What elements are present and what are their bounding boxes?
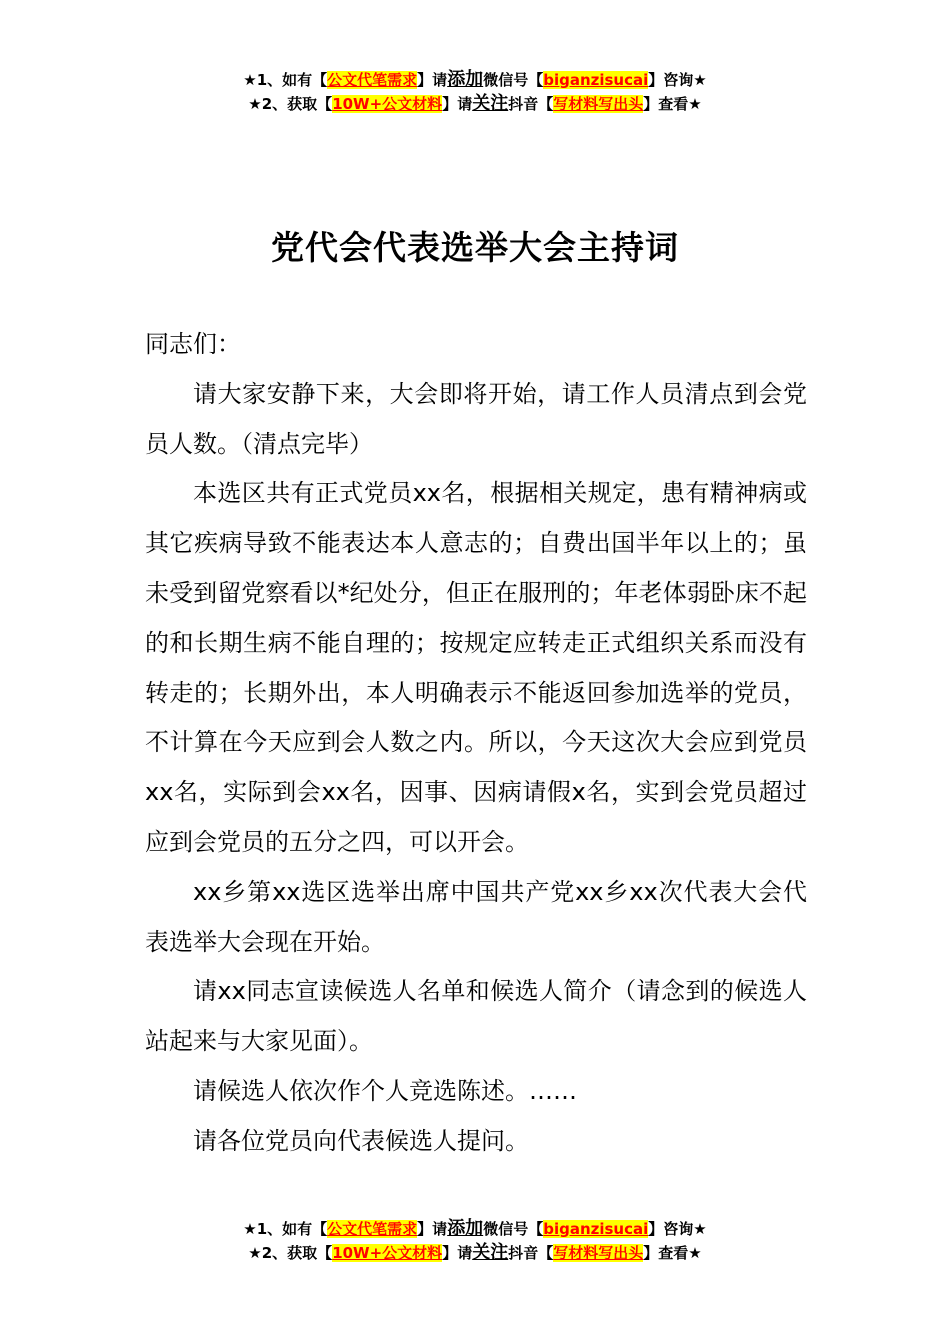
footer-banner — [0, 1217, 950, 1265]
banner-emphasis: 关注 — [472, 93, 509, 114]
document-title: 党代会代表选举大会主持词 — [271, 228, 679, 267]
document-body — [145, 320, 807, 1167]
banner-text: ★2、获取【 — [248, 1244, 333, 1262]
banner-text: 抖音【 — [508, 95, 554, 113]
paragraph: 请各位党员向代表候选人提问。 — [193, 1126, 529, 1155]
banner-text: 】请 — [417, 1220, 448, 1238]
banner-line-2 — [0, 1241, 950, 1265]
banner-text: 抖音【 — [508, 1244, 554, 1262]
banner-text: 】请 — [442, 95, 473, 113]
banner-line-2 — [0, 92, 950, 116]
banner-highlight: 公文代笔需求 — [327, 71, 418, 89]
banner-text: 微信号【 — [483, 1220, 544, 1238]
paragraph: 请候选人依次作个人竞选陈述。…… — [193, 1076, 577, 1105]
banner-text: ★2、获取【 — [248, 95, 333, 113]
salutation: 同志们： — [145, 330, 241, 358]
banner-emphasis: 添加 — [447, 1218, 484, 1239]
header-banner — [0, 68, 950, 116]
paragraph: 请xx同志宣读候选人名单和候选人简介（请念到的候选人站起来与大家见面）。 — [145, 977, 807, 1056]
banner-emphasis: 添加 — [447, 69, 484, 90]
banner-text: 】查看★ — [643, 95, 702, 113]
paragraph: xx乡第xx选区选举出席中国共产党xx乡xx次代表大会代表选举大会现在开始。 — [145, 877, 807, 956]
banner-text: 】咨询★ — [648, 71, 707, 89]
banner-line-1 — [0, 68, 950, 92]
paragraph: 本选区共有正式党员xx名，根据相关规定，患有精神病或其它疾病导致不能表达本人意志的；自费出国半年以上的；虽未受到留党察看以*纪处分，但正在服刑的；年老体弱卧床不起的和长期生病不能自理的；按规定应转走正式组织关系而没有转走的；长期外出，本人明确表示不能返回参加选举的党员，不计算在今天应到会人数之内。所以，今天这次大会应到党员xx名，实际到会xx名，因事、因病请假x名，实到会党员超过应到会党员的五分之四，可以开会。 — [145, 479, 807, 856]
banner-text: 】咨询★ — [648, 1220, 707, 1238]
banner-text: 】请 — [442, 1244, 473, 1262]
banner-highlight: 10W+公文材料 — [332, 1244, 443, 1262]
banner-line-1 — [0, 1217, 950, 1241]
banner-text: 】请 — [417, 71, 448, 89]
banner-emphasis: 关注 — [472, 1242, 509, 1263]
banner-highlight: biganzisucai — [543, 71, 649, 89]
banner-highlight: 写材料写出头 — [553, 1244, 644, 1262]
banner-text: ★1、如有【 — [243, 1220, 328, 1238]
banner-text: 】查看★ — [643, 1244, 702, 1262]
paragraph: 请大家安静下来，大会即将开始，请工作人员清点到会党员人数。（清点完毕） — [145, 379, 807, 458]
banner-text: 微信号【 — [483, 71, 544, 89]
banner-highlight: 10W+公文材料 — [332, 95, 443, 113]
banner-text: ★1、如有【 — [243, 71, 328, 89]
banner-highlight: 公文代笔需求 — [327, 1220, 418, 1238]
banner-highlight: biganzisucai — [543, 1220, 649, 1238]
banner-highlight: 写材料写出头 — [553, 95, 644, 113]
